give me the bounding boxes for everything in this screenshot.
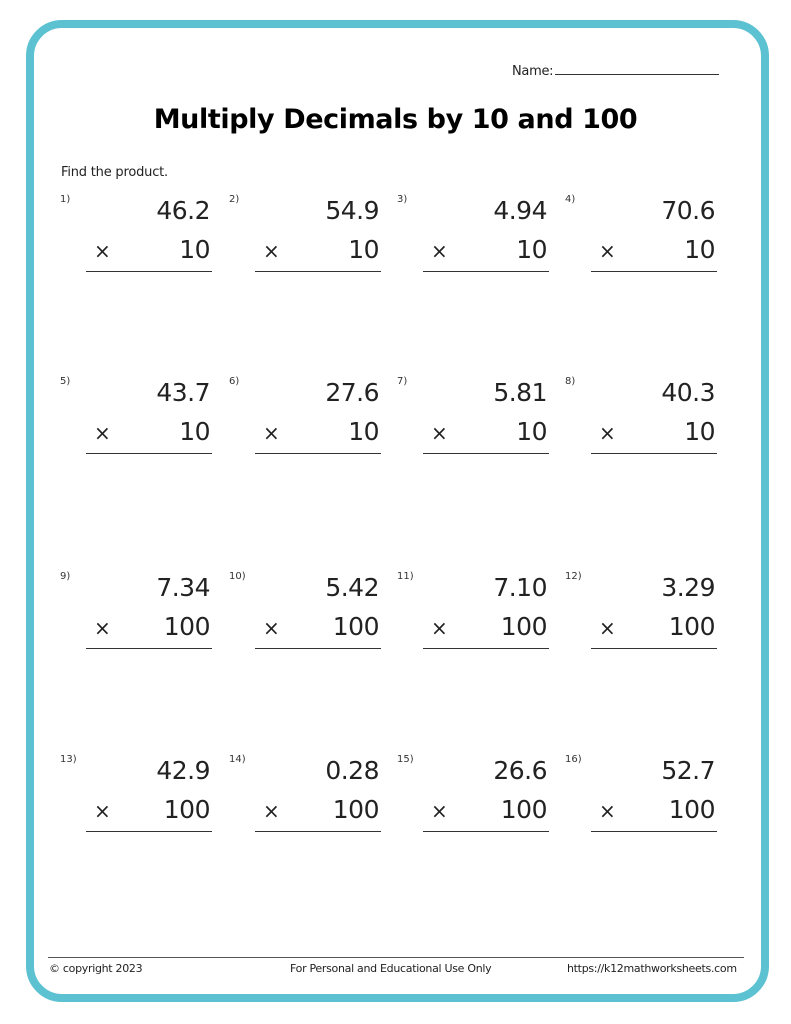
multiplicand: 0.28 — [325, 756, 379, 785]
multiply-sign-icon: × — [599, 421, 616, 445]
multiply-sign-icon: × — [94, 421, 111, 445]
worksheet-title: Multiply Decimals by 10 and 100 — [153, 104, 638, 135]
problem-8 — [565, 376, 715, 466]
answer-line[interactable] — [423, 648, 549, 649]
multiply-sign-icon: × — [263, 239, 280, 263]
answer-line[interactable] — [423, 271, 549, 272]
multiplier: 10 — [179, 417, 210, 446]
problem-number: 14) — [229, 754, 246, 765]
multiply-sign-icon: × — [94, 616, 111, 640]
problem-15 — [397, 754, 547, 844]
problem-4 — [565, 194, 715, 284]
answer-line[interactable] — [591, 271, 717, 272]
problem-6 — [229, 376, 379, 466]
multiplicand: 54.9 — [325, 196, 379, 225]
multiply-sign-icon: × — [263, 616, 280, 640]
problem-number: 3) — [397, 194, 408, 205]
multiply-sign-icon: × — [599, 239, 616, 263]
problem-9 — [60, 571, 210, 661]
problem-number: 13) — [60, 754, 77, 765]
problem-12 — [565, 571, 715, 661]
problem-1 — [60, 194, 210, 284]
multiply-sign-icon: × — [263, 799, 280, 823]
multiplicand: 5.81 — [493, 378, 547, 407]
answer-line[interactable] — [255, 453, 381, 454]
multiply-sign-icon: × — [94, 239, 111, 263]
multiplier: 10 — [516, 235, 547, 264]
multiplier: 100 — [332, 795, 379, 824]
answer-line[interactable] — [591, 648, 717, 649]
problem-number: 9) — [60, 571, 71, 582]
answer-line[interactable] — [255, 271, 381, 272]
multiplier: 100 — [668, 795, 715, 824]
problem-number: 8) — [565, 376, 576, 387]
multiplicand: 70.6 — [661, 196, 715, 225]
multiplicand: 7.34 — [156, 573, 210, 602]
multiplier: 10 — [179, 235, 210, 264]
problem-number: 16) — [565, 754, 582, 765]
problem-number: 7) — [397, 376, 408, 387]
problem-number: 11) — [397, 571, 414, 582]
multiplier: 100 — [163, 612, 210, 641]
problem-number: 4) — [565, 194, 576, 205]
answer-line[interactable] — [423, 453, 549, 454]
problem-2 — [229, 194, 379, 284]
multiply-sign-icon: × — [431, 239, 448, 263]
problem-number: 12) — [565, 571, 582, 582]
answer-line[interactable] — [591, 831, 717, 832]
problem-10 — [229, 571, 379, 661]
multiplier: 10 — [348, 417, 379, 446]
multiplicand: 26.6 — [493, 756, 547, 785]
multiplier: 100 — [668, 612, 715, 641]
problem-3 — [397, 194, 547, 284]
multiply-sign-icon: × — [94, 799, 111, 823]
name-field[interactable] — [512, 62, 719, 79]
multiply-sign-icon: × — [431, 616, 448, 640]
answer-line[interactable] — [591, 453, 717, 454]
answer-line[interactable] — [86, 648, 212, 649]
footer-url[interactable]: https://k12mathworksheets.com — [567, 962, 737, 975]
problem-7 — [397, 376, 547, 466]
footer-copyright: © copyright 2023 — [49, 962, 143, 975]
problem-14 — [229, 754, 379, 844]
answer-line[interactable] — [86, 831, 212, 832]
multiply-sign-icon: × — [599, 616, 616, 640]
name-label: Name: — [512, 64, 554, 79]
footer-divider — [48, 957, 744, 958]
answer-line[interactable] — [423, 831, 549, 832]
multiplier: 100 — [332, 612, 379, 641]
problem-number: 15) — [397, 754, 414, 765]
answer-line[interactable] — [86, 271, 212, 272]
problem-16 — [565, 754, 715, 844]
problem-number: 5) — [60, 376, 71, 387]
multiply-sign-icon: × — [599, 799, 616, 823]
multiplicand: 42.9 — [156, 756, 210, 785]
multiplicand: 4.94 — [493, 196, 547, 225]
multiplier: 10 — [516, 417, 547, 446]
problem-5 — [60, 376, 210, 466]
problem-11 — [397, 571, 547, 661]
multiply-sign-icon: × — [263, 421, 280, 445]
instructions: Find the product. — [61, 165, 168, 180]
multiplicand: 52.7 — [661, 756, 715, 785]
multiplier: 10 — [684, 235, 715, 264]
footer-usage: For Personal and Educational Use Only — [290, 962, 492, 975]
multiplier: 100 — [500, 795, 547, 824]
multiply-sign-icon: × — [431, 421, 448, 445]
answer-line[interactable] — [255, 648, 381, 649]
problem-number: 2) — [229, 194, 240, 205]
name-blank[interactable] — [555, 62, 719, 75]
multiplicand: 5.42 — [325, 573, 379, 602]
multiplier: 100 — [500, 612, 547, 641]
problem-number: 6) — [229, 376, 240, 387]
problem-number: 1) — [60, 194, 71, 205]
multiplicand: 40.3 — [661, 378, 715, 407]
problem-13 — [60, 754, 210, 844]
multiplicand: 27.6 — [325, 378, 379, 407]
multiplier: 10 — [684, 417, 715, 446]
multiplier: 10 — [348, 235, 379, 264]
multiplicand: 43.7 — [156, 378, 210, 407]
answer-line[interactable] — [255, 831, 381, 832]
multiplicand: 7.10 — [493, 573, 547, 602]
answer-line[interactable] — [86, 453, 212, 454]
multiplicand: 46.2 — [156, 196, 210, 225]
multiplier: 100 — [163, 795, 210, 824]
problem-number: 10) — [229, 571, 246, 582]
multiply-sign-icon: × — [431, 799, 448, 823]
multiplicand: 3.29 — [661, 573, 715, 602]
